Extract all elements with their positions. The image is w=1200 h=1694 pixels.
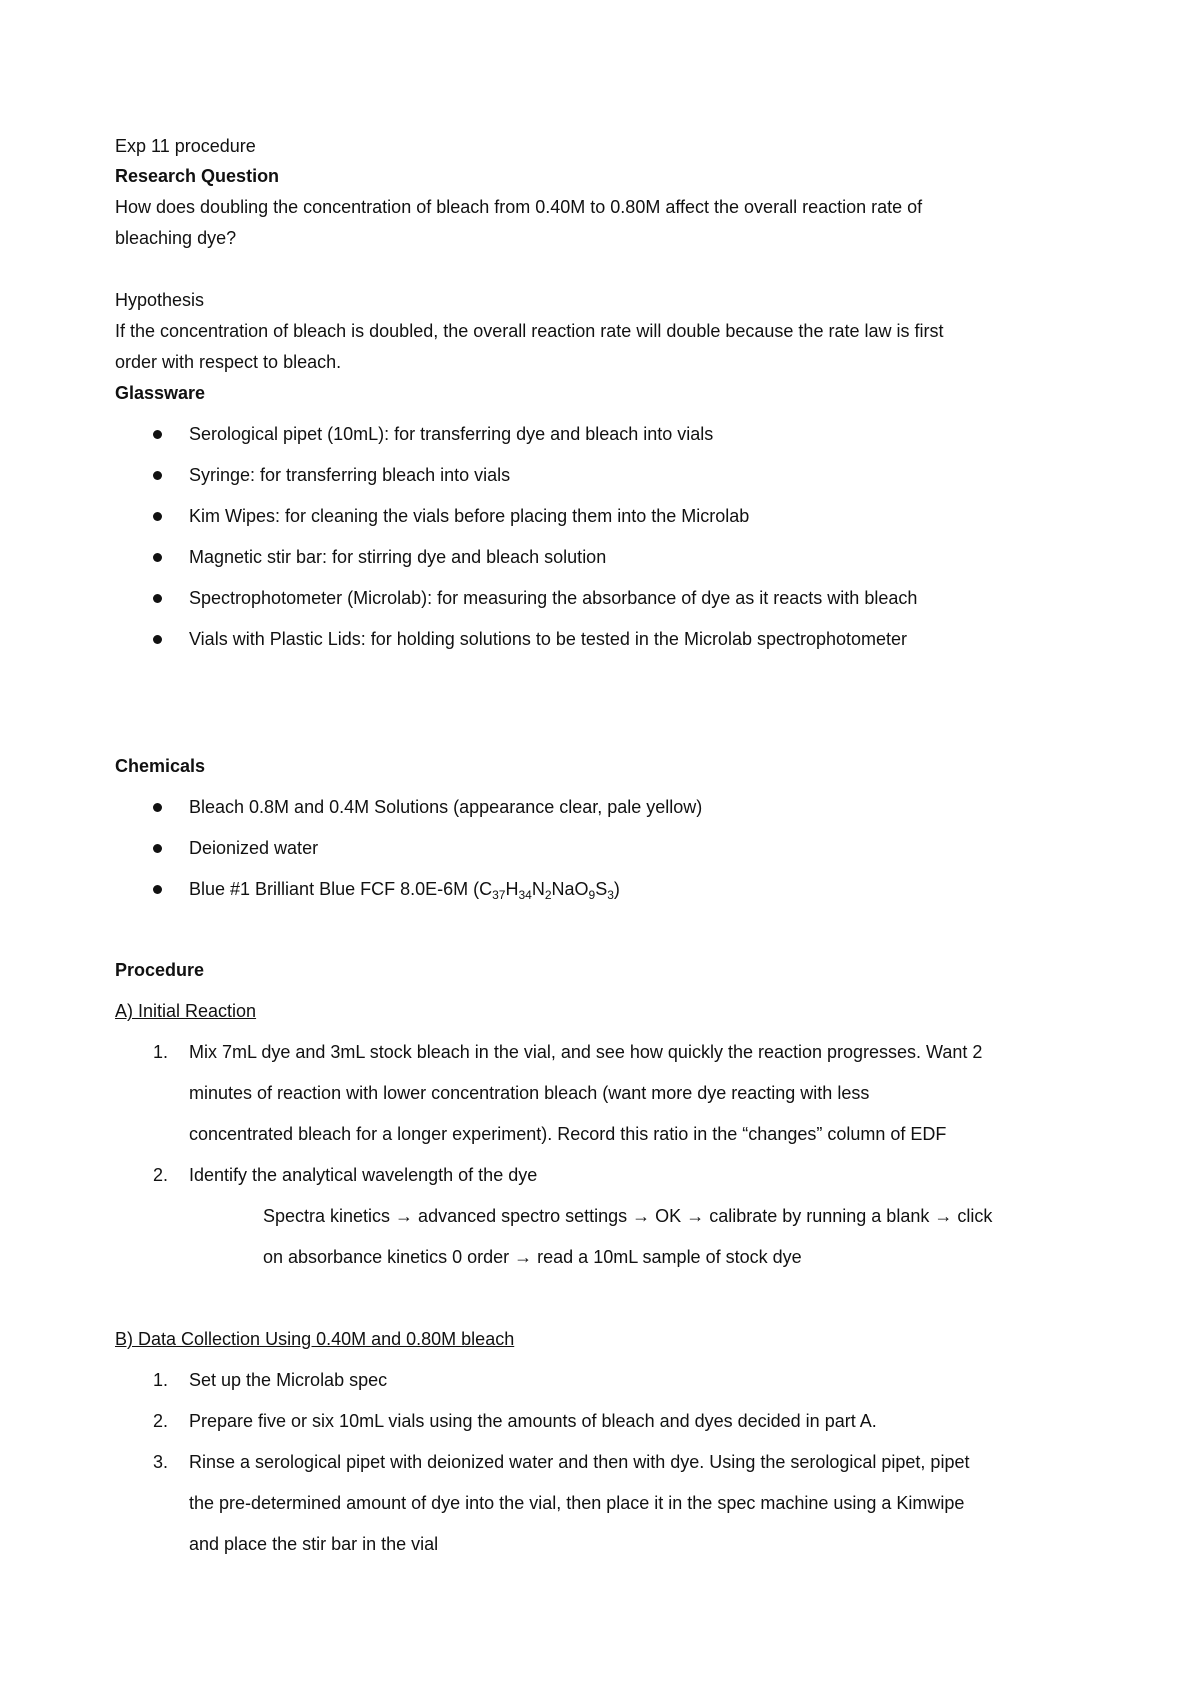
part-b-step-line: the pre-determined amount of dye into the vial, then place it in the spec machine using a Kimwipe [189, 1493, 965, 1513]
research-question-line: How does doubling the concentration of bleach from 0.40M to 0.80M affect the overall reaction rate of [115, 197, 923, 217]
part-a-step-line: Mix 7mL dye and 3mL stock bleach in the vial, and see how quickly the reaction progresses. Want 2 [189, 1042, 983, 1062]
bullet-icon [153, 803, 162, 812]
formula-subscript: 9 [588, 888, 596, 902]
step-number: 2. [153, 1165, 169, 1185]
glassware-item: Syringe: for transferring bleach into vials [189, 465, 511, 485]
part-a-step-line: minutes of reaction with lower concentration bleach (want more dye reacting with less [189, 1083, 870, 1103]
formula-hydrogen: H [505, 879, 519, 899]
part-a-step-line: Identify the analytical wavelength of the dye [189, 1165, 538, 1185]
bullet-icon [153, 594, 162, 603]
formula-subscript: 2 [544, 888, 552, 902]
bullet-icon [153, 635, 162, 644]
chemical-item: Bleach 0.8M and 0.4M Solutions (appearance clear, pale yellow) [189, 797, 703, 817]
part-a-step-line: concentrated bleach for a longer experiment). Record this ratio in the “changes” column of EDF [189, 1124, 947, 1144]
dye-label-close: ) [613, 879, 620, 899]
step-number: 2. [153, 1411, 169, 1431]
formula-carbon: C [479, 879, 493, 899]
glassware-heading: Glassware [115, 383, 206, 403]
bullet-icon [153, 512, 162, 521]
chemical-item: Deionized water [189, 838, 319, 858]
hypothesis-line: If the concentration of bleach is doubled, the overall reaction rate will double because the rate law is first [115, 321, 944, 341]
formula-sodium-oxygen: NaO [551, 879, 589, 899]
part-b-step-line: Set up the Microlab spec [189, 1370, 388, 1390]
research-question-line: bleaching dye? [115, 228, 237, 248]
step-number: 1. [153, 1370, 169, 1390]
chemical-item-dye [189, 877, 620, 901]
part-b-step-line: and place the stir bar in the vial [189, 1534, 439, 1554]
chemicals-heading: Chemicals [115, 756, 206, 776]
formula-subscript: 37 [492, 888, 506, 902]
hypothesis-line: order with respect to bleach. [115, 352, 342, 372]
glassware-item: Serological pipet (10mL): for transferring dye and bleach into vials [189, 424, 714, 444]
part-b-step-line: Rinse a serological pipet with deionized water and then with dye. Using the serological pipet, pipet [189, 1452, 970, 1472]
part-a-step-detail: on absorbance kinetics 0 order → read a 10mL sample of stock dye [263, 1247, 802, 1267]
glassware-item: Vials with Plastic Lids: for holding solutions to be tested in the Microlab spectrophotometer [189, 629, 908, 649]
part-a-heading: A) Initial Reaction [115, 1001, 257, 1021]
research-question-heading: Research Question [115, 166, 280, 186]
procedure-heading: Procedure [115, 960, 205, 980]
glassware-item: Kim Wipes: for cleaning the vials before placing them into the Microlab [189, 506, 750, 526]
document-title: Exp 11 procedure [115, 136, 256, 156]
formula-nitrogen: N [531, 879, 545, 899]
glassware-item: Spectrophotometer (Microlab): for measuring the absorbance of dye as it reacts with bleach [189, 588, 918, 608]
bullet-icon [153, 430, 162, 439]
hypothesis-heading: Hypothesis [115, 290, 205, 310]
bullet-icon [153, 885, 162, 894]
part-b-step-line: Prepare five or six 10mL vials using the amounts of bleach and dyes decided in part A. [189, 1411, 877, 1431]
dye-label: Blue #1 Brilliant Blue FCF 8.0E-6M ( [189, 879, 480, 899]
bullet-icon [153, 844, 162, 853]
step-number: 1. [153, 1042, 169, 1062]
part-b-heading: B) Data Collection Using 0.40M and 0.80M bleach [115, 1329, 515, 1349]
formula-sulfur: S [595, 879, 608, 899]
formula-subscript: 34 [518, 888, 532, 902]
bullet-icon [153, 553, 162, 562]
formula-subscript: 3 [607, 888, 614, 902]
part-a-step-detail: Spectra kinetics → advanced spectro settings → OK → calibrate by running a blank → click [263, 1206, 993, 1226]
glassware-item: Magnetic stir bar: for stirring dye and bleach solution [189, 547, 607, 567]
step-number: 3. [153, 1452, 169, 1472]
bullet-icon [153, 471, 162, 480]
